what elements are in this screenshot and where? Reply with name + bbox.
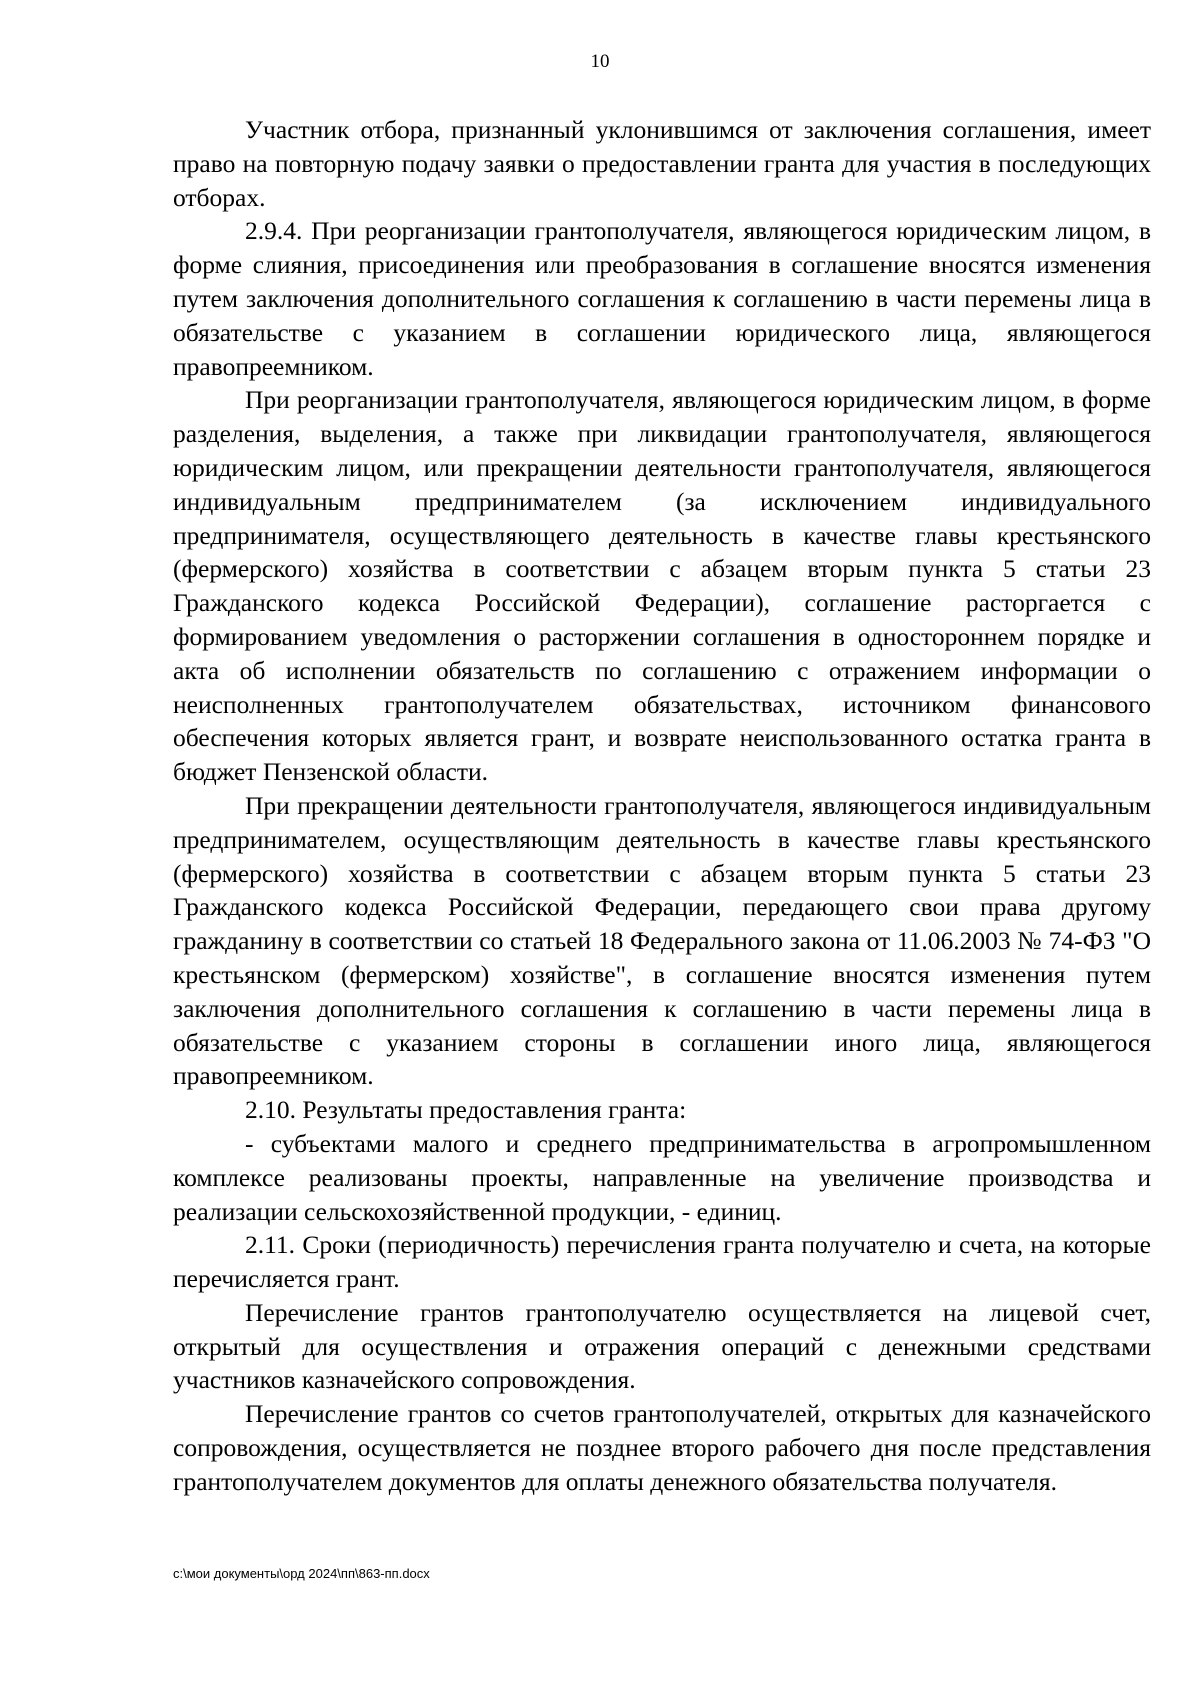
page-number: 10 [590, 51, 610, 72]
paragraph-selection-evasion: Участник отбора, признанный уклонившимся от заключения соглашения, имеет право на повторную подачу заявки о предоставлении гранта для участия в последующих отборах. [173, 115, 1151, 212]
paragraph-2-10-result-item: - субъектами малого и среднего предпринимательства в агропромышленном комплексе реализованы проекты, направленные на увеличение производства и реализации сельскохозяйственной продукции, - единиц. [173, 1128, 1151, 1226]
paragraph-transfer-account: Перечисление грантов грантополучателю осуществляется на лицевой счет, открытый для осуществления и отражения операций с денежными средствами участников казначейского сопровождения. [173, 1297, 1151, 1395]
paragraph-2-9-4: 2.9.4. При реорганизации грантополучателя, являющегося юридическим лицом, в форме слияния, присоединения или преобразования в соглашение вносятся изменения путем заключения дополнительного соглашения к соглашению в части перемены лица в обязательстве с указанием в соглашении юридического лица, являющегося правопреемником. [173, 216, 1151, 381]
paragraph-transfer-deadline: Перечисление грантов со счетов грантополучателей, открытых для казначейского сопровождения, осуществляется не позднее второго рабочего дня после представления грантополучателем документов для оплаты денежного обязательства получателя. [173, 1399, 1151, 1496]
paragraph-2-10-heading: 2.10. Результаты предоставления гранта: [245, 1095, 687, 1125]
paragraph-termination-entrepreneur: При прекращении деятельности грантополучателя, являющегося индивидуальным предпринимателем, осуществляющим деятельность в качестве главы крестьянского (фермерского) хозяйства в соответствии с абзацем вторым пункта 5 статьи 23 Гражданского кодекса Российской Федерации, передающего свои права другому гражданину в соответствии со статьей 18 Федерального закона от 11.06.2003 № 74-ФЗ "О крестьянском (фермерском) хозяйстве", в соглашение вносятся изменения путем заключения дополнительного соглашения к соглашению в части перемены лица в обязательстве с указанием стороны в соглашении иного лица, являющегося правопреемником. [173, 790, 1151, 1091]
paragraph-2-11-heading: 2.11. Сроки (периодичность) перечисления гранта получателю и счета, на которые перечисляется грант. [173, 1230, 1151, 1294]
document-body [173, 113, 1151, 1499]
document-file-path: c:\мои документы\орд 2024\пп\863-пп.docx [173, 1566, 430, 1581]
paragraph-reorganization-division: При реорганизации грантополучателя, являющегося юридическим лицом, в форме разделения, выделения, а также при ликвидации грантополучателя, являющегося юридическим лицом, или прекращении деятельности грантополучателя, являющегося индивидуальным предпринимателем (за исключением индивидуального предпринимателя, осуществляющего деятельность в качестве главы крестьянского (фермерского) хозяйства в соответствии с абзацем вторым пункта 5 статьи 23 Гражданского кодекса Российской Федерации), соглашение расторгается с формированием уведомления о расторжении соглашения в одностороннем порядке и акта об исполнении обязательств по соглашению с отражением информации о неисполненных грантополучателем обязательствах, источником финансового обеспечения которых является грант, и возврате неиспользованного остатка гранта в бюджет Пензенской области. [173, 385, 1151, 787]
